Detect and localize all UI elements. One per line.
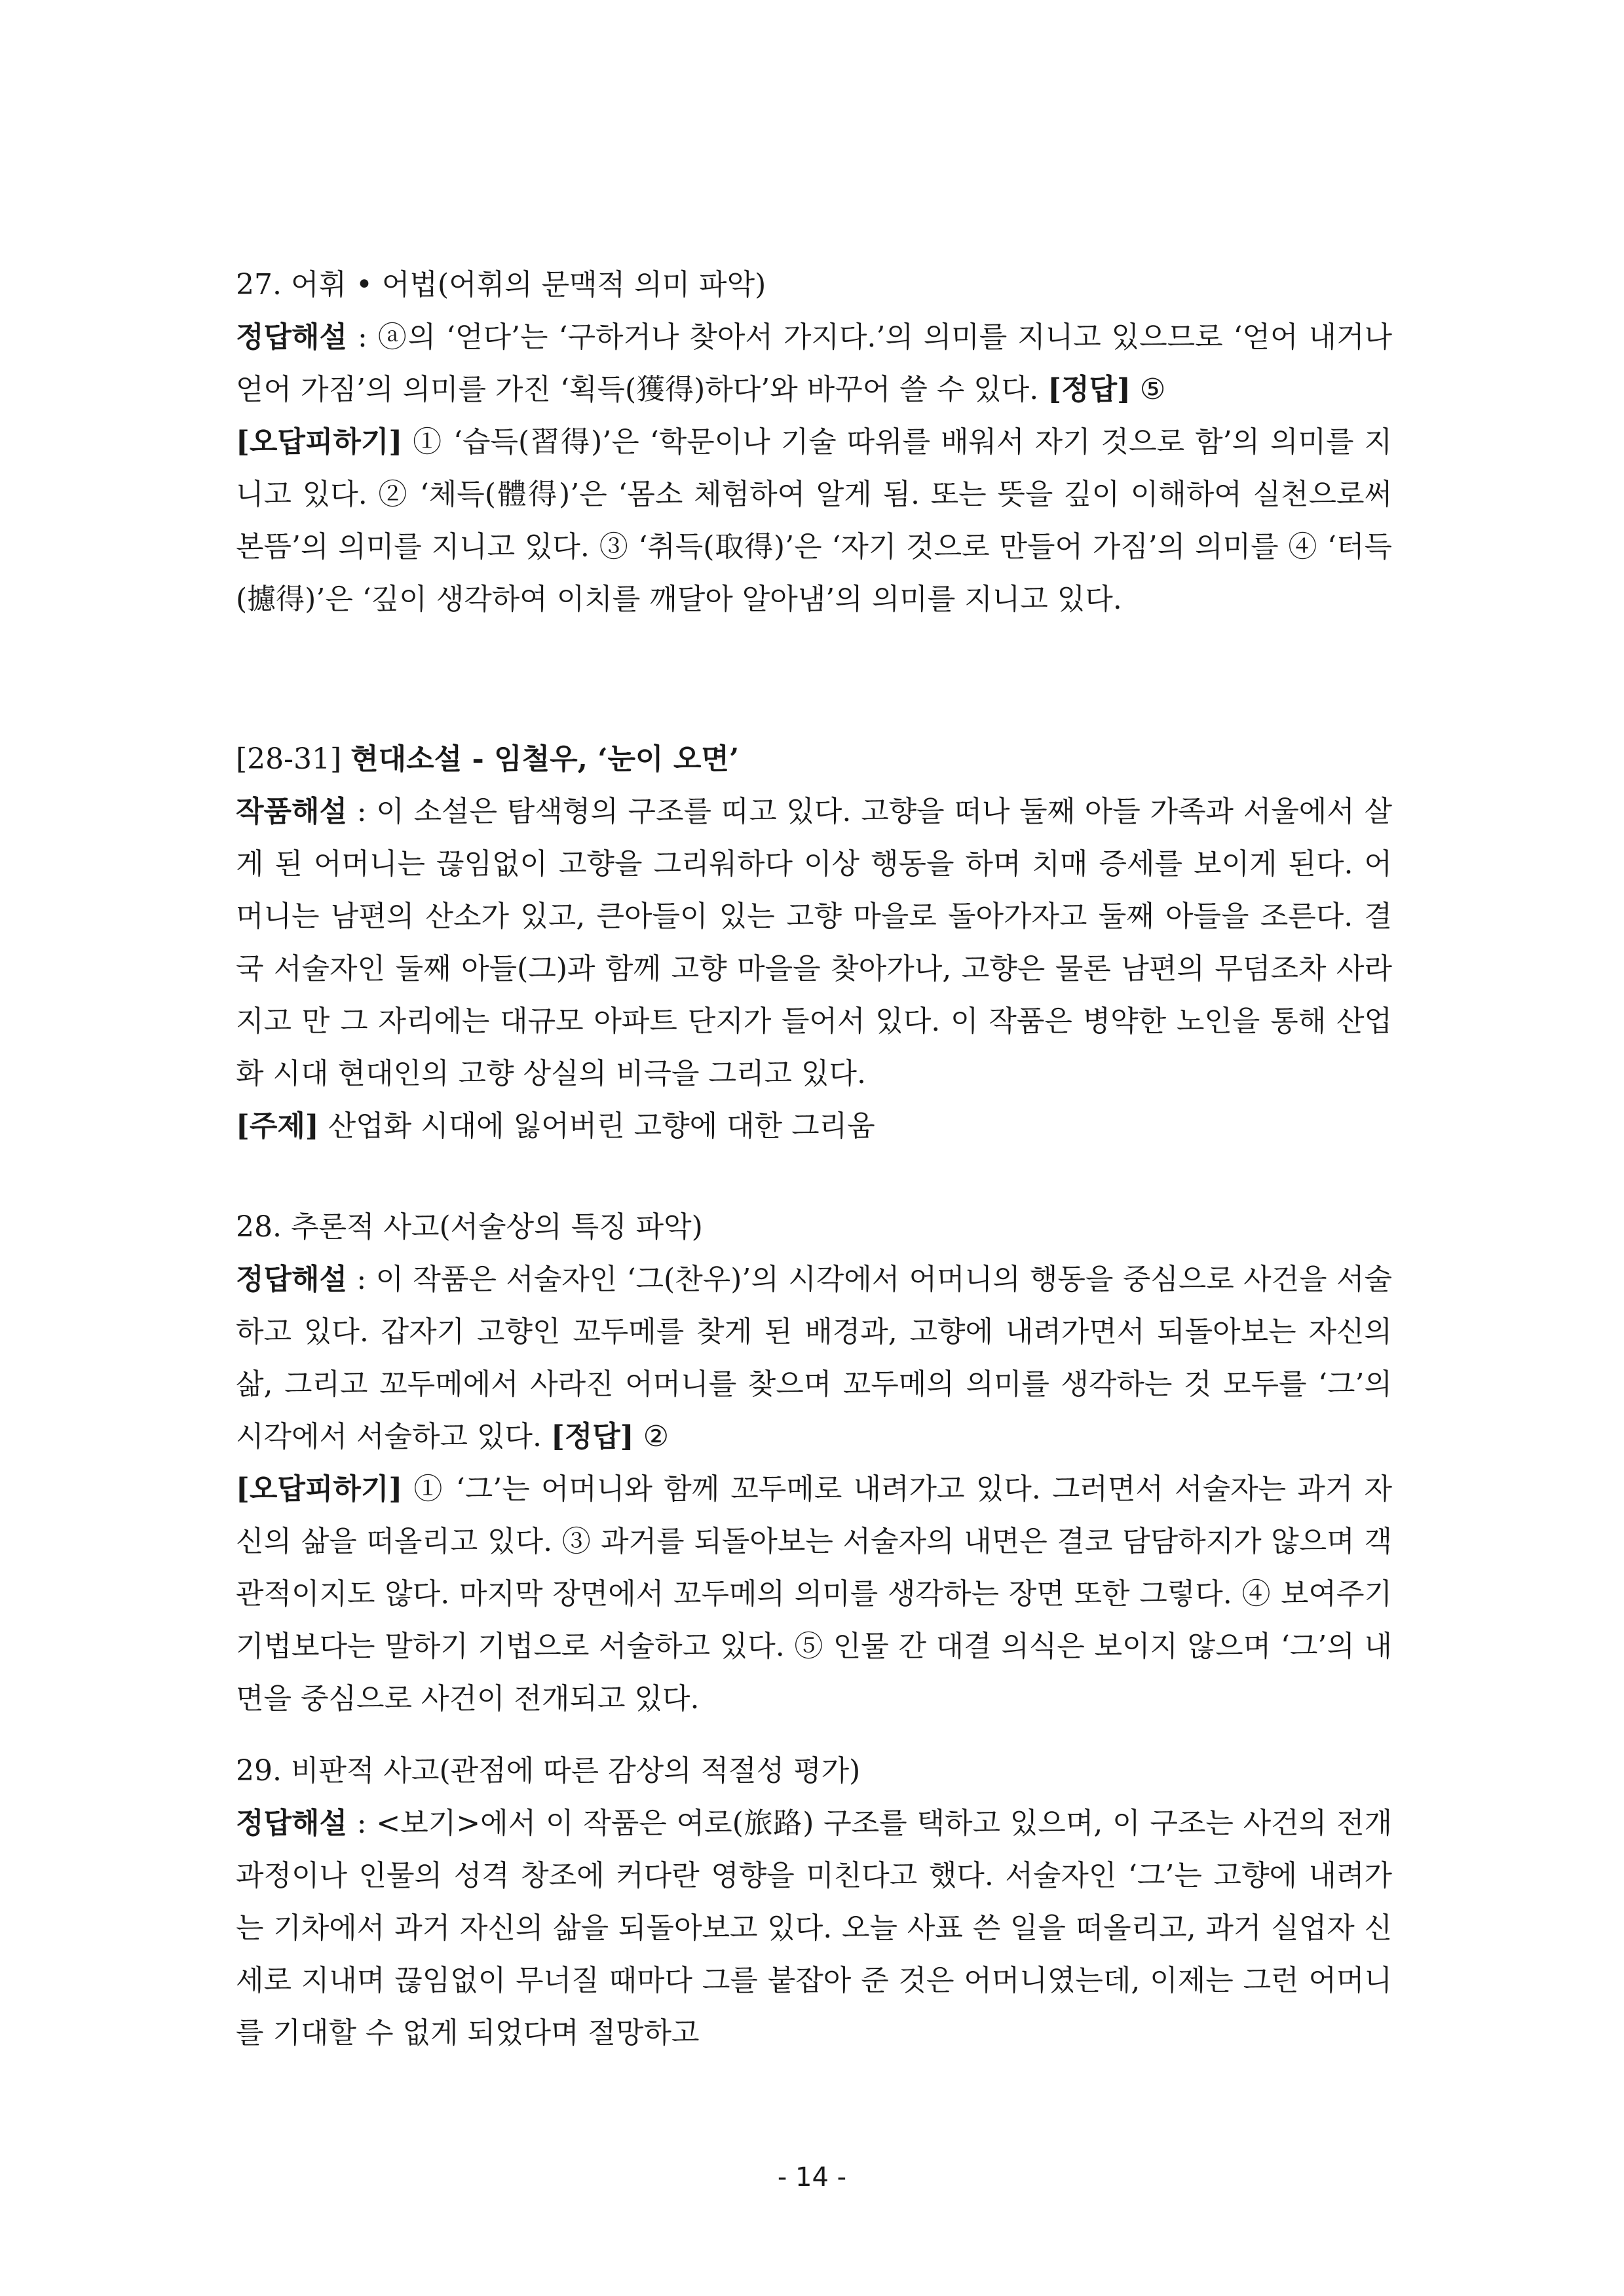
work-label: 작품해설 xyxy=(236,795,348,828)
wrong-text: ① ‘습득(習得)’은 ‘학문이나 기술 따위를 배워서 자기 것으로 함’의 의미를 지니고 있다. ② ‘체득(體得)’은 ‘몸소 체험하여 알게 됨. 또는 뜻을 깊이 이해하여 실천으로써 본뜸’의 의미를 지니고 있다. ③ ‘취득(取得)’은 ‘자기 것으로 만들어 가짐’의 의미를 ④ ‘터득(攄得)’은 ‘깊이 생각하여 이치를 깨달아 알아냄’의 의미를 지니고 있다. xyxy=(236,425,1392,616)
answer-text: : 이 작품은 서술자인 ‘그(찬우)’의 시각에서 어머니의 행동을 중심으로 사건을 서술하고 있다. 갑자기 고향인 꼬두메를 찾게 된 배경과, 고향에 내려가면서 되돌아보는 자신의 삶, 그리고 꼬두메에서 사라진 어머니를 찾으며 꼬두메의 의미를 생각하는 것 모두를 ‘그’의 시각에서 서술하고 있다. xyxy=(236,1263,1392,1453)
answer-explanation xyxy=(236,311,1392,416)
section-28-31 xyxy=(236,733,1392,1153)
section-title: 27. 어휘 • 어법(어휘의 문맥적 의미 파악) xyxy=(236,268,766,301)
answer-value: ⑤ xyxy=(1130,373,1166,406)
section-title-bold: 현대소설 - 임철우, ‘눈이 오면’ xyxy=(350,742,740,776)
section-q27 xyxy=(236,259,1392,626)
theme-label: [주제] xyxy=(236,1109,319,1143)
answer-explanation xyxy=(236,1797,1392,2059)
wrong-answer-explanation xyxy=(236,1463,1392,1725)
section-gap xyxy=(236,626,1392,733)
wrong-label: [오답피하기] xyxy=(236,425,403,459)
answer-text: : ⓐ의 ‘얻다’는 ‘구하거나 찾아서 가지다.’의 의미를 지니고 있으므로 ‘얻어 내거나 얻어 가짐’의 의미를 가진 ‘획득(獲得)하다’와 바꾸어 쓸 수 있다. xyxy=(236,320,1392,406)
answer-label: 정답해설 xyxy=(236,1263,348,1296)
work-explanation xyxy=(236,786,1392,1100)
answer-label: 정답해설 xyxy=(236,1807,348,1840)
page-number: - 14 - xyxy=(777,2162,847,2192)
theme-text: 산업화 시대에 잃어버린 고향에 대한 그리움 xyxy=(318,1109,875,1143)
section-q29 xyxy=(236,1745,1392,2059)
section-title: 28. 추론적 사고(서술상의 특징 파악) xyxy=(236,1210,703,1244)
answer-tag: [정답] xyxy=(1048,373,1131,406)
wrong-label: [오답피하기] xyxy=(236,1472,403,1506)
work-text: : 이 소설은 탐색형의 구조를 띠고 있다. 고향을 떠나 둘째 아들 가족과 서울에서 살게 된 어머니는 끊임없이 고향을 그리워하다 이상 행동을 하며 치매 증세를 보이게 된다. 어머니는 남편의 산소가 있고, 큰아들이 있는 고향 마을로 돌아가자고 둘째 아들을 조른다. 결국 서술자인 둘째 아들(그)과 함께 고향 마을을 찾아가나, 고향은 물론 남편의 무덤조차 사라지고 만 그 자리에는 대규모 아파트 단지가 들어서 있다. 이 작품은 병약한 노인을 통해 산업화 시대 현대인의 고향 상실의 비극을 그리고 있다. xyxy=(236,795,1392,1090)
answer-explanation xyxy=(236,1253,1392,1463)
section-title xyxy=(236,733,1392,786)
section-q28 xyxy=(236,1201,1392,1725)
answer-tag: [정답] xyxy=(550,1420,634,1453)
wrong-answer-explanation xyxy=(236,416,1392,626)
answer-text: : <보기>에서 이 작품은 여로(旅路) 구조를 택하고 있으며, 이 구조는 사건의 전개 과정이나 인물의 성격 창조에 커다란 영향을 미친다고 했다. 서술자인 ‘그’는 고향에 내려가는 기차에서 과거 자신의 삶을 되돌아보고 있다. 오늘 사표 쓴 일을 떠올리고, 과거 실업자 신세로 지내며 끊임없이 무너질 때마다 그를 붙잡아 준 것은 어머니였는데, 이제는 그런 어머니를 기대할 수 없게 되었다며 절망하고 xyxy=(236,1807,1392,2050)
document-body xyxy=(236,259,1392,2059)
section-title-prefix: [28-31] xyxy=(236,742,351,776)
answer-value: ② xyxy=(633,1420,670,1453)
section-title: 29. 비판적 사고(관점에 따른 감상의 적절성 평가) xyxy=(236,1754,861,1788)
wrong-text: ① ‘그’는 어머니와 함께 꼬두메로 내려가고 있다. 그러면서 서술자는 과거 자신의 삶을 떠올리고 있다. ③ 과거를 되돌아보는 서술자의 내면은 결코 담담하지가 않으며 객관적이지도 않다. 마지막 장면에서 꼬두메의 의미를 생각하는 장면 또한 그렇다. ④ 보여주기 기법보다는 말하기 기법으로 서술하고 있다. ⑤ 인물 간 대결 의식은 보이지 않으며 ‘그’의 내면을 중심으로 사건이 전개되고 있다. xyxy=(236,1472,1392,1715)
section-gap xyxy=(236,1153,1392,1201)
answer-label: 정답해설 xyxy=(236,320,348,354)
section-gap xyxy=(236,1725,1392,1745)
theme xyxy=(236,1100,1392,1153)
